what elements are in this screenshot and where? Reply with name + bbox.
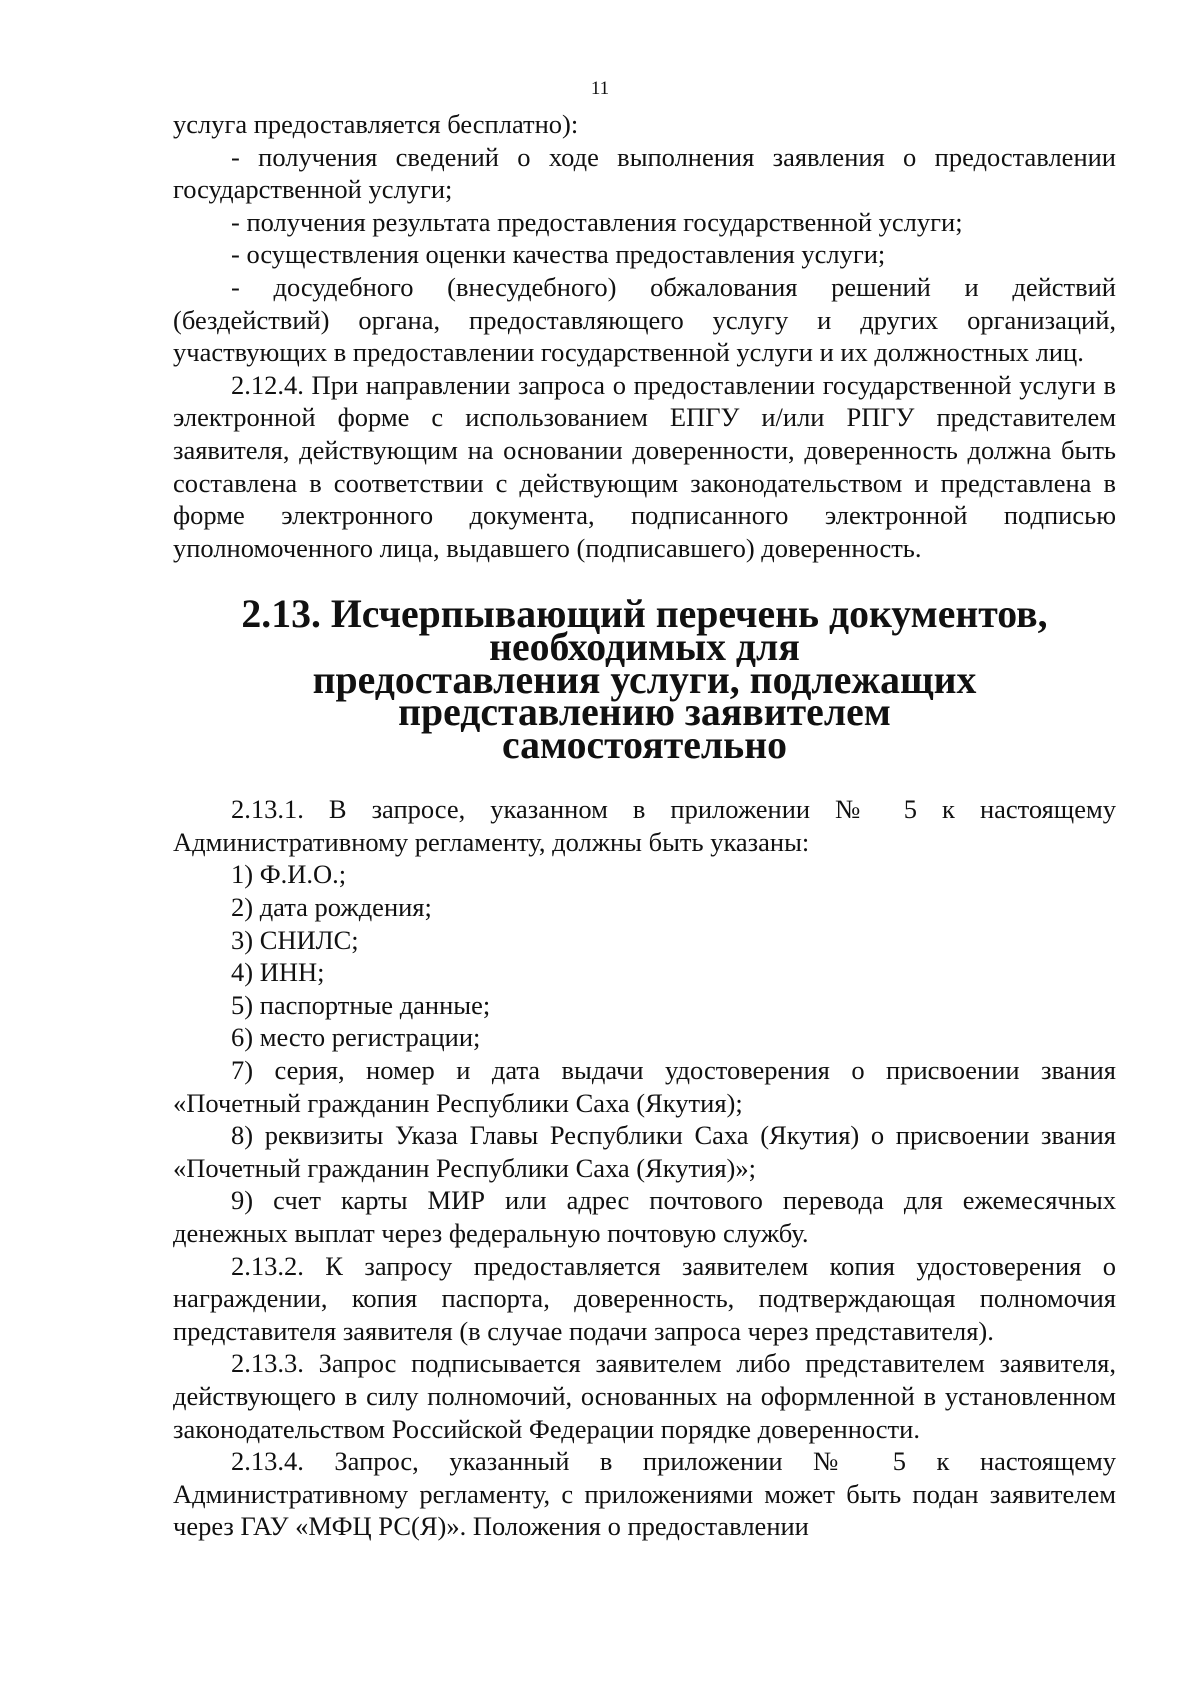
section-heading-2-13 xyxy=(173,592,1116,767)
list-item-snils: 3) СНИЛС; xyxy=(231,924,359,955)
section-heading-line-1: 2.13. Исчерпывающий перечень документов, необходимых для xyxy=(241,592,1048,669)
list-item-fio: 1) Ф.И.О.; xyxy=(231,859,347,890)
section-heading-line-2: предоставления услуги, подлежащих представлению заявителем xyxy=(312,657,977,735)
list-item-result: - получения результата предоставления государственной услуги; xyxy=(231,206,963,237)
page-number: 11 xyxy=(590,78,610,99)
list-item-appeal: - досудебного (внесудебного) обжалования решений и действий (бездействий) органа, предоставляющего услугу и других организаций, участвующих в предоставлении государственной услуги и их должностных лиц. xyxy=(173,271,1116,368)
paragraph-2-12-4: 2.12.4. При направлении запроса о предоставлении государственной услуги в электронной форме с использованием ЕПГУ и/или РПГУ представителем заявителя, действующим на основании доверенности, доверенность должна быть составлена в соответствии с действующим законодательством и представлена в форме электронного документа, подписанного электронной подписью уполномоченного лица, выдавшего (подписавшего) доверенность. xyxy=(173,369,1116,563)
paragraph-2-13-2: 2.13.2. К запросу предоставляется заявителем копия удостоверения о награждении, копия паспорта, доверенность, подтверждающая полномочия представителя заявителя (в случае подачи запроса через представителя). xyxy=(173,1250,1116,1346)
list-item-status-info: - получения сведений о ходе выполнения заявления о предоставлении государственной услуги; xyxy=(173,141,1116,205)
paragraph-continuation: услуга предоставляется бесплатно): xyxy=(173,109,579,139)
list-item-payment-account: 9) счет карты МИР или адрес почтового перевода для ежемесячных денежных выплат через федеральную почтовую службу. xyxy=(173,1185,1116,1248)
list-item-decree: 8) реквизиты Указа Главы Республики Саха (Якутия) о присвоении звания «Почетный гражданин Республики Саха (Якутия)»; xyxy=(173,1120,1116,1183)
list-item-certificate: 7) серия, номер и дата выдачи удостоверения о присвоении звания «Почетный гражданин Республики Саха (Якутия); xyxy=(173,1055,1116,1118)
paragraph-2-13-4: 2.13.4. Запрос, указанный в приложении № 5 к настоящему Административному регламенту, с приложениями может быть подан заявителем через ГАУ «МФЦ РС(Я)». Положения о предоставлении xyxy=(173,1446,1116,1542)
list-item-registration: 6) место регистрации; xyxy=(231,1022,481,1053)
list-item-quality-rating: - осуществления оценки качества предоставления услуги; xyxy=(231,239,886,270)
list-item-passport: 5) паспортные данные; xyxy=(231,989,491,1020)
list-item-inn: 4) ИНН; xyxy=(231,957,325,988)
paragraph-2-13-3: 2.13.3. Запрос подписывается заявителем либо представителем заявителя, действующего в силу полномочий, основанных на оформленной в установленном законодательством Российской Федерации порядке доверенности. xyxy=(173,1348,1116,1444)
document-body xyxy=(173,108,1116,1543)
section-heading-line-3: самостоятельно xyxy=(502,722,787,767)
paragraph-2-13-1: 2.13.1. В запросе, указанном в приложении № 5 к настоящему Административному регламенту, должны быть указаны: xyxy=(173,794,1116,857)
list-item-birth-date: 2) дата рождения; xyxy=(231,892,432,923)
